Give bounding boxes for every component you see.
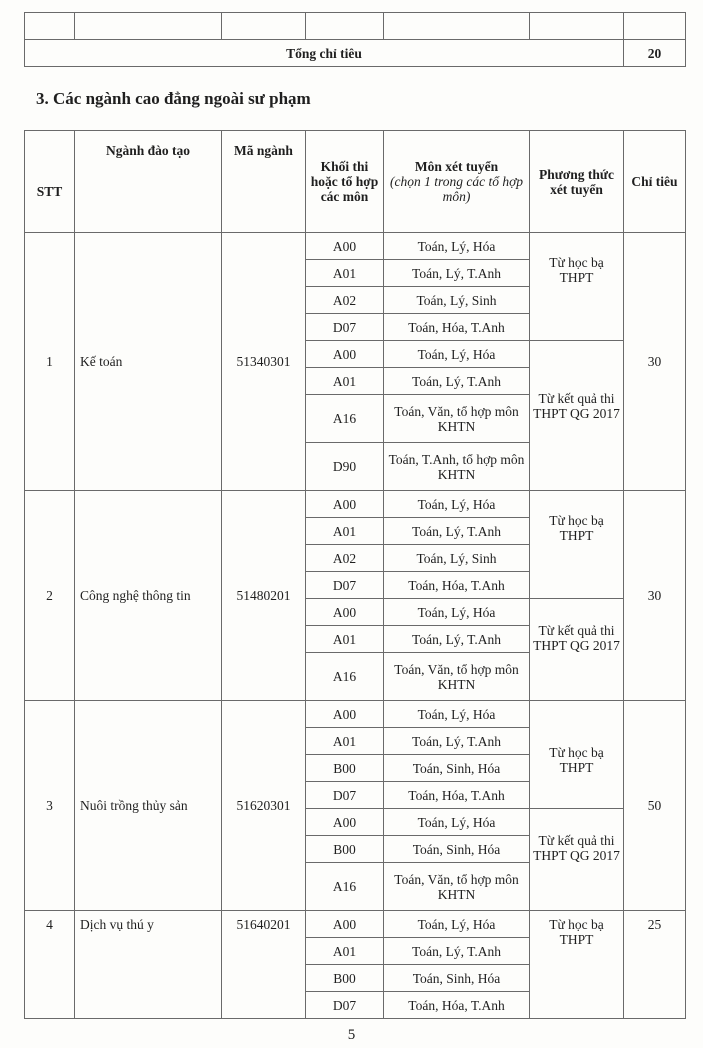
subjects-cell: Toán, Lý, T.Anh <box>384 260 530 287</box>
stt-cell: 2 <box>25 491 75 701</box>
subjects-cell: Toán, Sinh, Hóa <box>384 755 530 782</box>
major-code: 51620301 <box>222 701 306 911</box>
block-code: A00 <box>306 491 384 518</box>
header-row <box>25 131 686 233</box>
subjects-cell: Toán, Hóa, T.Anh <box>384 572 530 599</box>
block-code: B00 <box>306 965 384 992</box>
subjects-cell: Toán, Lý, Hóa <box>384 809 530 836</box>
subjects-cell: Toán, Văn, tổ hợp môn KHTN <box>384 653 530 701</box>
table-row <box>25 233 686 260</box>
method-cell: Từ học bạ THPT <box>530 491 624 599</box>
block-code: A00 <box>306 701 384 728</box>
quota-cell: 50 <box>624 701 686 911</box>
table-row <box>25 701 686 728</box>
major-code: 51480201 <box>222 491 306 701</box>
block-code: A16 <box>306 395 384 443</box>
previous-table-tail <box>24 12 686 67</box>
page-number: 5 <box>347 1027 356 1043</box>
subjects-cell: Toán, Lý, T.Anh <box>384 938 530 965</box>
subjects-cell: Toán, Hóa, T.Anh <box>384 314 530 341</box>
block-code: A02 <box>306 545 384 572</box>
header-block: Khối thi hoặc tổ hợp các môn <box>306 131 384 233</box>
subjects-cell: Toán, Sinh, Hóa <box>384 965 530 992</box>
quota-cell: 25 <box>624 911 686 1019</box>
method-cell: Từ học bạ THPT <box>530 233 624 341</box>
header-subjects-note: (chọn 1 trong các tổ hợp môn) <box>389 174 524 204</box>
subjects-cell: Toán, Lý, T.Anh <box>384 518 530 545</box>
major-name: Kế toán <box>75 233 222 491</box>
major-name: Nuôi trồng thủy sản <box>75 701 222 911</box>
header-stt: STT <box>25 131 75 233</box>
block-code: D07 <box>306 314 384 341</box>
header-major: Ngành đào tạo <box>75 131 222 233</box>
block-code: A01 <box>306 728 384 755</box>
header-method: Phương thức xét tuyển <box>530 131 624 233</box>
block-code: A01 <box>306 518 384 545</box>
total-label: Tổng chỉ tiêu <box>25 40 624 67</box>
subjects-cell: Toán, Văn, tổ hợp môn KHTN <box>384 395 530 443</box>
major-code: 51340301 <box>222 233 306 491</box>
block-code: A00 <box>306 599 384 626</box>
block-code: A00 <box>306 341 384 368</box>
block-code: D07 <box>306 782 384 809</box>
subjects-cell: Toán, Lý, T.Anh <box>384 728 530 755</box>
block-code: A01 <box>306 368 384 395</box>
subjects-cell: Toán, Lý, Hóa <box>384 233 530 260</box>
subjects-cell: Toán, Sinh, Hóa <box>384 836 530 863</box>
major-name: Công nghệ thông tin <box>75 491 222 701</box>
method-cell: Từ kết quả thi THPT QG 2017 <box>530 341 624 491</box>
block-code: D07 <box>306 992 384 1019</box>
block-code: B00 <box>306 836 384 863</box>
block-code: A00 <box>306 809 384 836</box>
block-code: A00 <box>306 233 384 260</box>
block-code: A01 <box>306 626 384 653</box>
subjects-cell: Toán, Hóa, T.Anh <box>384 992 530 1019</box>
method-cell: Từ học bạ THPT <box>530 911 624 1019</box>
table-row <box>25 491 686 518</box>
block-code: D90 <box>306 443 384 491</box>
stt-cell: 4 <box>25 911 75 1019</box>
block-code: A01 <box>306 260 384 287</box>
subjects-cell: Toán, Lý, Hóa <box>384 341 530 368</box>
header-quota: Chỉ tiêu <box>624 131 686 233</box>
subjects-cell: Toán, Lý, Sinh <box>384 545 530 572</box>
block-code: A16 <box>306 863 384 911</box>
block-code: A02 <box>306 287 384 314</box>
subjects-cell: Toán, Lý, Sinh <box>384 287 530 314</box>
total-row <box>25 40 686 67</box>
method-cell: Từ kết quả thi THPT QG 2017 <box>530 599 624 701</box>
subjects-cell: Toán, Lý, T.Anh <box>384 368 530 395</box>
block-code: A16 <box>306 653 384 701</box>
stt-cell: 1 <box>25 233 75 491</box>
subjects-cell: Toán, Lý, T.Anh <box>384 626 530 653</box>
subjects-cell: Toán, Lý, Hóa <box>384 599 530 626</box>
subjects-cell: Toán, Lý, Hóa <box>384 491 530 518</box>
block-code: A00 <box>306 911 384 938</box>
table-row <box>25 911 686 938</box>
quota-cell: 30 <box>624 233 686 491</box>
total-value: 20 <box>624 40 686 67</box>
stt-cell: 3 <box>25 701 75 911</box>
table-row <box>25 13 686 40</box>
major-name: Dịch vụ thú y <box>75 911 222 1019</box>
major-code: 51640201 <box>222 911 306 1019</box>
subjects-cell: Toán, T.Anh, tổ hợp môn KHTN <box>384 443 530 491</box>
subjects-cell: Toán, Lý, Hóa <box>384 911 530 938</box>
subjects-cell: Toán, Lý, Hóa <box>384 701 530 728</box>
block-code: A01 <box>306 938 384 965</box>
quota-cell: 30 <box>624 491 686 701</box>
majors-table <box>24 130 686 1019</box>
subjects-cell: Toán, Văn, tổ hợp môn KHTN <box>384 863 530 911</box>
block-code: D07 <box>306 572 384 599</box>
subjects-cell: Toán, Hóa, T.Anh <box>384 782 530 809</box>
header-subjects-title: Môn xét tuyển <box>414 159 499 174</box>
section-heading: 3. Các ngành cao đẳng ngoài sư phạm <box>36 89 311 108</box>
block-code: B00 <box>306 755 384 782</box>
header-subjects <box>384 131 530 233</box>
method-cell: Từ kết quả thi THPT QG 2017 <box>530 809 624 911</box>
method-cell: Từ học bạ THPT <box>530 701 624 809</box>
header-code: Mã ngành <box>222 131 306 233</box>
